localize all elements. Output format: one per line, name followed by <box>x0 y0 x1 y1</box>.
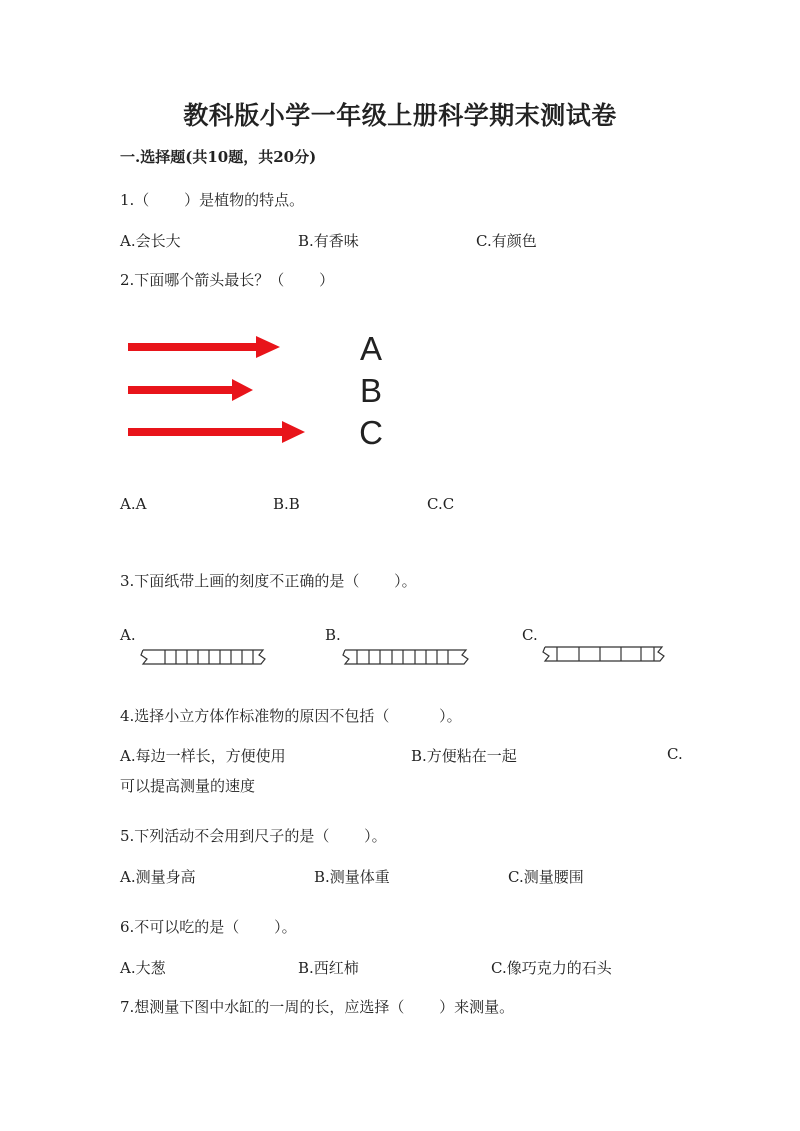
section-heading: 一.选择题(共10题，共20分) <box>120 148 317 166</box>
question-4-option-b[interactable]: B.方便粘在一起 <box>411 747 517 765</box>
question-5-option-a[interactable]: A.测量身高 <box>120 868 196 886</box>
letter-a: A <box>359 330 383 367</box>
question-4-option-c[interactable]: C. <box>667 745 683 763</box>
question-6-option-b[interactable]: B.西红柿 <box>298 959 359 977</box>
question-6-text: 6.不可以吃的是（ ）。 <box>120 918 297 936</box>
paper-tape-c <box>543 647 664 661</box>
paper-tape-a <box>141 650 265 664</box>
question-4-option-c-text: 可以提高测量的速度 <box>120 777 256 795</box>
question-3-text: 3.下面纸带上画的刻度不正确的是（ ）。 <box>120 572 417 590</box>
question-3-option-c[interactable]: C. <box>522 626 538 644</box>
question-6-option-c[interactable]: C.像巧克力的石头 <box>491 959 612 977</box>
question-3-option-b[interactable]: B. <box>325 626 341 644</box>
arrow-a <box>128 336 280 358</box>
question-1-option-b[interactable]: B.有香味 <box>298 232 359 250</box>
question-2-option-c[interactable]: C.C <box>427 495 455 513</box>
letter-c: C <box>359 414 383 451</box>
question-4-option-a[interactable]: A.每边一样长，方便使用 <box>120 747 286 765</box>
page-title: 教科版小学一年级上册科学期末测试卷 <box>183 101 617 130</box>
question-2-option-a[interactable]: A.A <box>120 495 147 513</box>
arrow-b <box>128 379 253 401</box>
question-5-text: 5.下列活动不会用到尺子的是（ ）。 <box>120 827 387 845</box>
question-6-option-a[interactable]: A.大葱 <box>120 959 166 977</box>
arrow-c <box>128 421 305 443</box>
question-5-option-c[interactable]: C.测量腰围 <box>508 868 584 886</box>
question-1-text: 1.（ ）是植物的特点。 <box>120 191 305 209</box>
question-1-option-c[interactable]: C.有颜色 <box>476 232 537 250</box>
question-4-text: 4.选择小立方体作标准物的原因不包括（ ）。 <box>120 707 462 725</box>
question-2-text: 2.下面哪个箭头最长？（ ） <box>120 271 335 289</box>
question-3-option-a[interactable]: A. <box>120 626 136 644</box>
question-7-text: 7.想测量下图中水缸的一周的长，应选择（ ）来测量。 <box>120 998 515 1016</box>
question-2-option-b[interactable]: B.B <box>273 495 300 513</box>
question-1-option-a[interactable]: A.会长大 <box>120 232 181 250</box>
letter-b: B <box>359 372 383 409</box>
question-5-option-b[interactable]: B.测量体重 <box>314 868 390 886</box>
paper-tape-b <box>343 650 468 664</box>
